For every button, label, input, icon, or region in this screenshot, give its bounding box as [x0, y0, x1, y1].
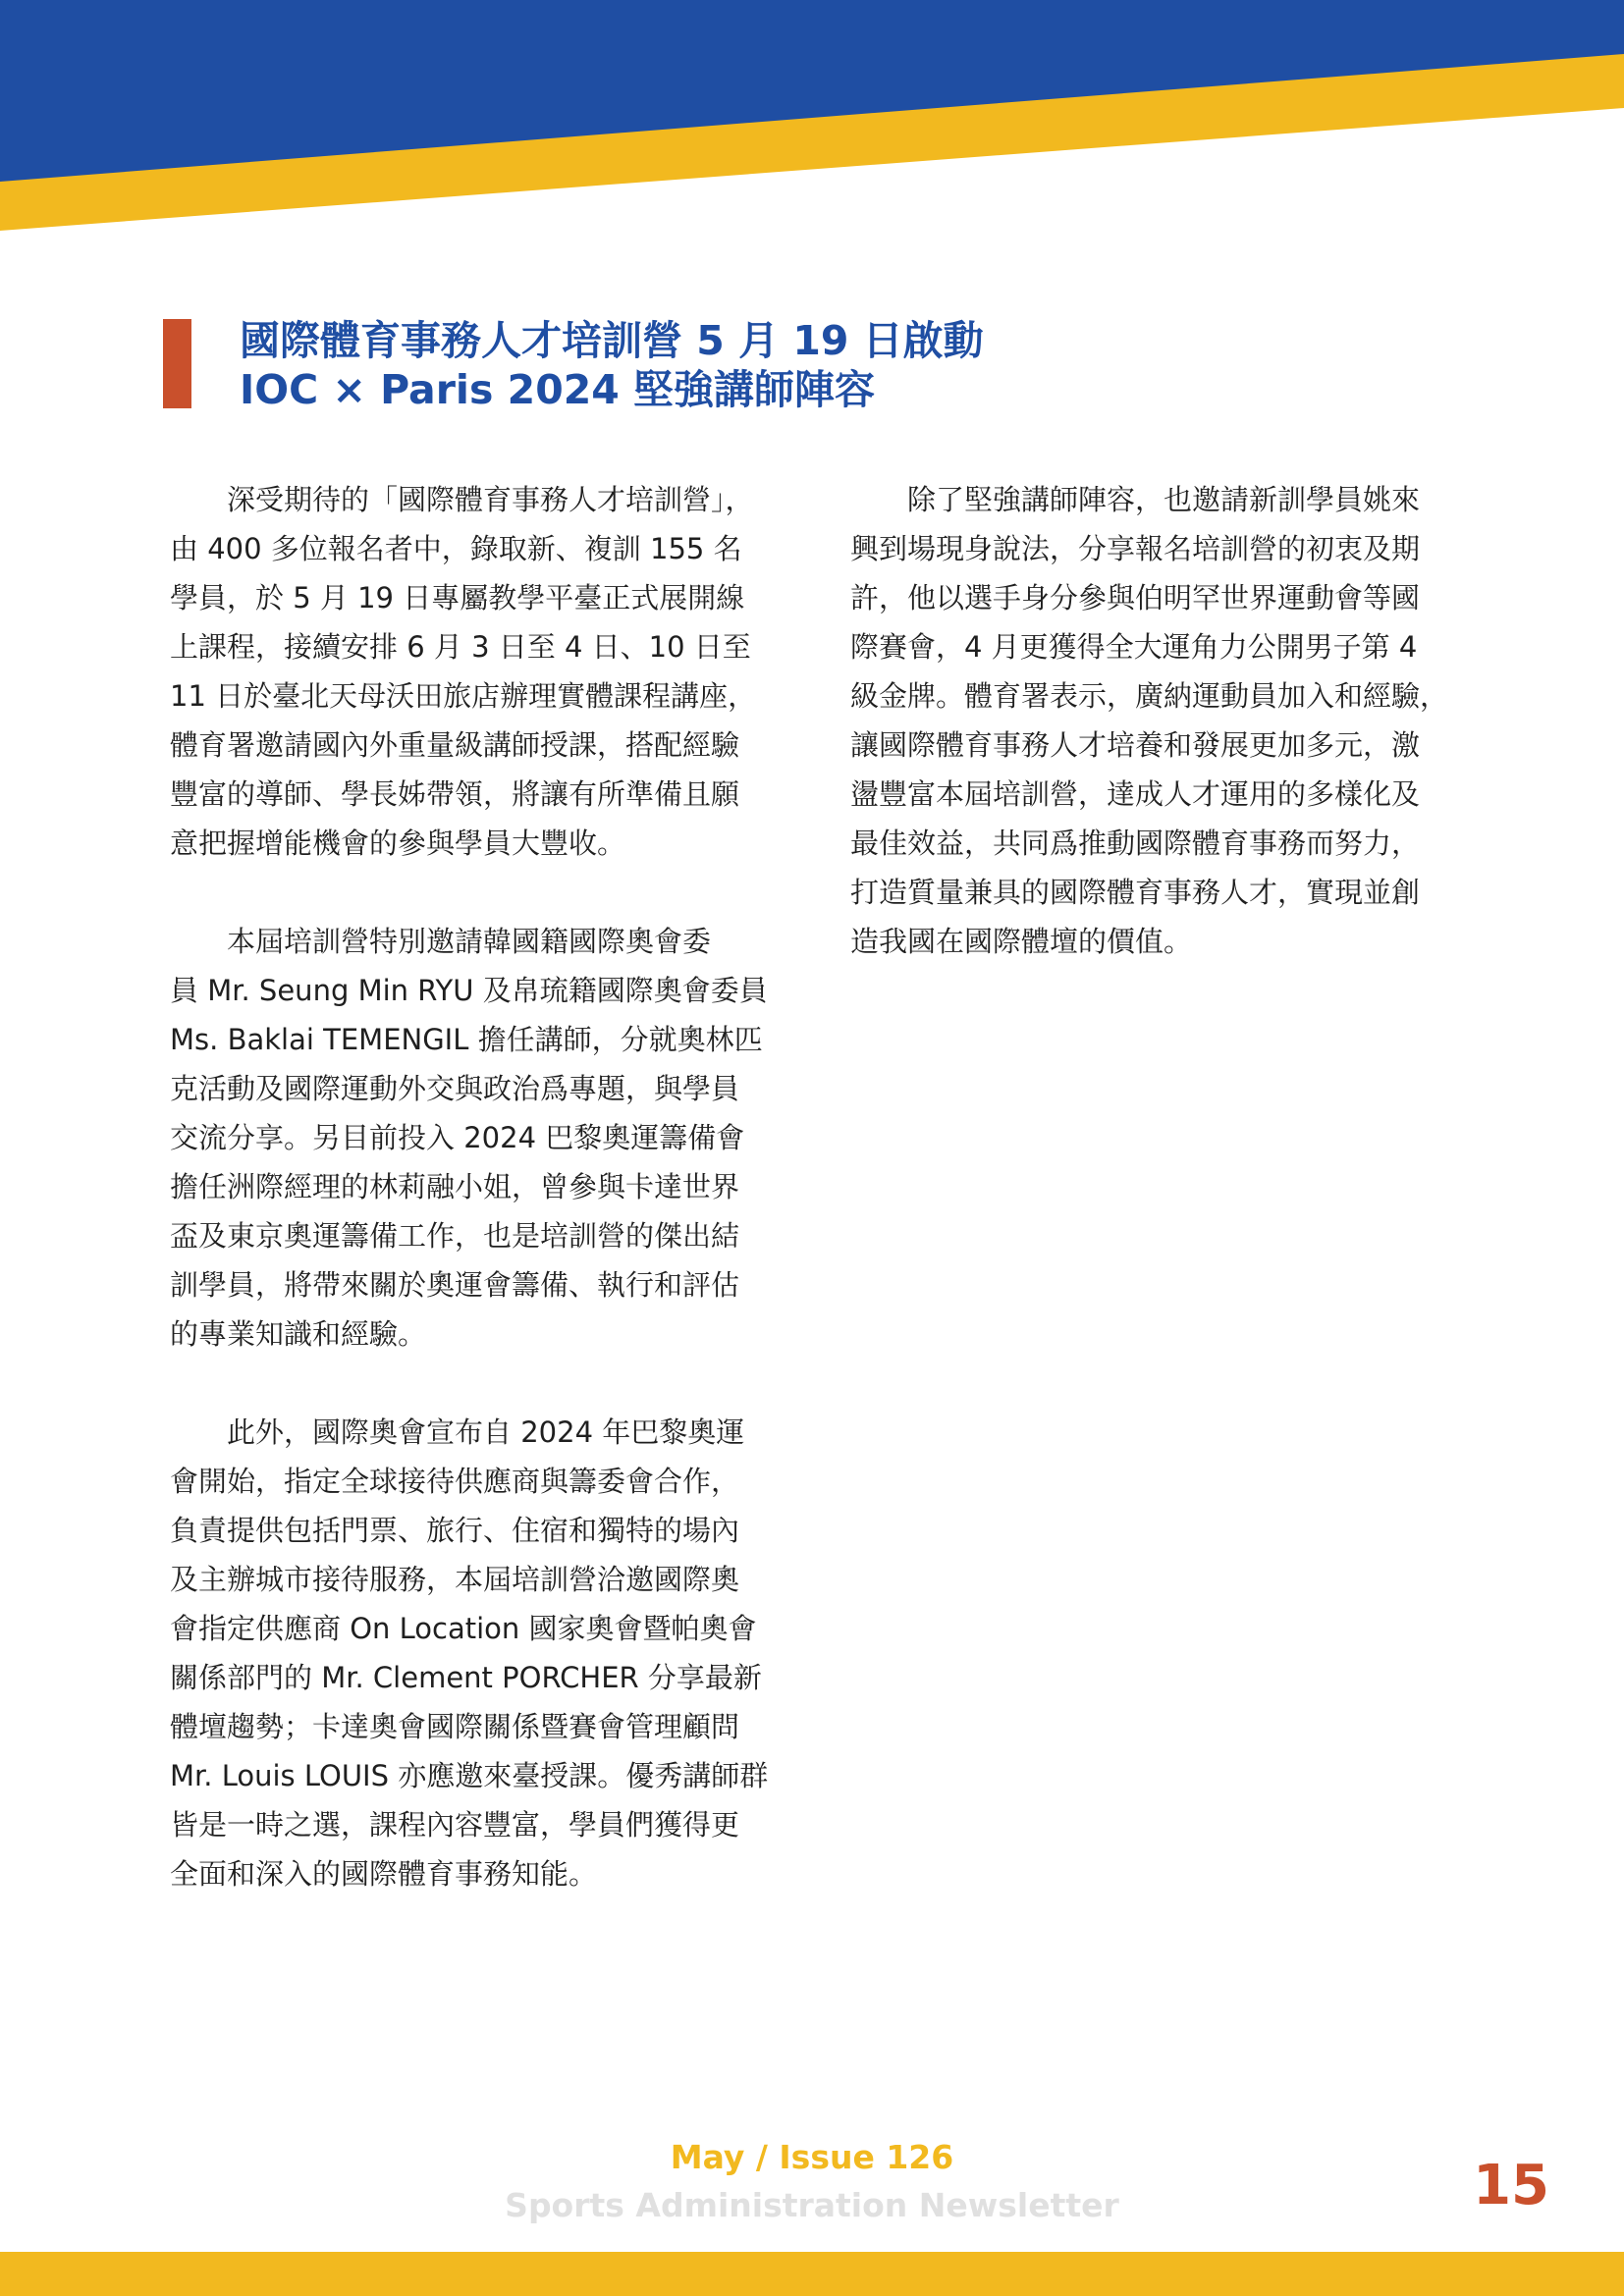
paragraph: [170, 1408, 779, 1898]
paragraph-line: 許，他以選手身分參與伯明罕世界運動會等國: [850, 581, 1421, 614]
paragraph: [170, 917, 779, 1359]
paragraph-line: 交流分享。另目前投入 2024 巴黎奧運籌備會: [170, 1121, 745, 1154]
paragraph: [170, 475, 779, 868]
paragraph-line: 體育署邀請國內外重量級講師授課，搭配經驗: [170, 728, 740, 762]
paragraph-gap: [170, 868, 779, 917]
paragraph-line: 興到場現身說法，分享報名培訓營的初衷及期: [850, 532, 1421, 565]
paragraph-line: 此外，國際奧會宣布自 2024 年巴黎奧運: [170, 1415, 745, 1449]
paragraph-line: 11 日於臺北天母沃田旅店辦理實體課程講座，: [170, 679, 757, 713]
paragraph-line: 由 400 多位報名者中，錄取新、複訓 155 名: [170, 532, 742, 565]
paragraph-gap: [170, 1359, 779, 1408]
paragraph-line: 意把握增能機會的參與學員大豐收。: [170, 827, 626, 860]
paragraph-line: 體壇趨勢；卡達奧會國際關係暨賽會管理顧問: [170, 1710, 740, 1743]
page-number: 15: [1473, 2154, 1549, 2217]
paragraph-line: 盃及東京奧運籌備工作，也是培訓營的傑出結: [170, 1219, 740, 1253]
footer-newsletter-title: Sports Administration Newsletter: [505, 2186, 1119, 2224]
paragraph-line: 學員，於 5 月 19 日專屬教學平臺正式展開線: [170, 581, 745, 614]
title-accent-bar: [163, 319, 191, 408]
paragraph-line: 及主辦城市接待服務，本屆培訓營洽邀國際奧: [170, 1563, 740, 1596]
paragraph-line: 全面和深入的國際體育事務知能。: [170, 1857, 598, 1891]
article-title-line-2: IOC × Paris 2024 堅強講師陣容: [240, 366, 876, 413]
paragraph-line: 擔任洲際經理的林莉融小姐，曾參與卡達世界: [170, 1170, 740, 1203]
paragraph-line: 本屆培訓營特別邀請韓國籍國際奧會委: [170, 925, 712, 958]
paragraph-line: 深受期待的「國際體育事務人才培訓營」，: [170, 483, 754, 516]
paragraph-line: 豐富的導師、學長姊帶領，將讓有所準備且願: [170, 777, 740, 811]
article-title-line-1: 國際體育事務人才培訓營 5 月 19 日啟動: [240, 317, 984, 364]
paragraph-line: Mr. Louis LOUIS 亦應邀來臺授課。優秀講師群: [170, 1759, 769, 1792]
footer-issue: May / Issue 126: [670, 2138, 954, 2176]
paragraph-line: 訓學員，將帶來關於奧運會籌備、執行和評估: [170, 1268, 740, 1302]
paragraph-line: 會開始，指定全球接待供應商與籌委會合作，: [170, 1465, 740, 1498]
header-banner: [0, 0, 1624, 236]
paragraph-line: 員 Mr. Seung Min RYU 及帛琉籍國際奧會委員: [170, 974, 768, 1007]
paragraph-line: 皆是一時之選，課程內容豐富，學員們獲得更: [170, 1808, 740, 1842]
paragraph-line: 會指定供應商 On Location 國家奧會暨帕奧會: [170, 1612, 757, 1645]
paragraph-line: 關係部門的 Mr. Clement PORCHER 分享最新: [170, 1661, 762, 1694]
paragraph: [850, 475, 1459, 966]
paragraph-line: Ms. Baklai TEMENGIL 擔任講師，分就奧林匹: [170, 1023, 763, 1056]
paragraph-line: 際賽會，4 月更獲得全大運角力公開男子第 4: [850, 630, 1418, 664]
paragraph-line: 克活動及國際運動外交與政治爲專題，與學員: [170, 1072, 740, 1105]
article-column-right: [850, 475, 1459, 966]
article-column-left: [170, 475, 779, 1898]
paragraph-line: 級金牌。體育署表示，廣納運動員加入和經驗，: [850, 679, 1449, 713]
paragraph-line: 的專業知識和經驗。: [170, 1317, 427, 1351]
paragraph-line: 造我國在國際體壇的價值。: [850, 925, 1193, 958]
paragraph-line: 打造質量兼具的國際體育事務人才，實現並創: [850, 876, 1421, 909]
paragraph-line: 上課程，接續安排 6 月 3 日至 4 日、10 日至: [170, 630, 751, 664]
paragraph-line: 除了堅強講師陣容，也邀請新訓學員姚來: [850, 483, 1421, 516]
paragraph-line: 負責提供包括門票、旅行、住宿和獨特的場內: [170, 1514, 740, 1547]
paragraph-line: 讓國際體育事務人才培養和發展更加多元，激: [850, 728, 1421, 762]
paragraph-line: 最佳效益，共同爲推動國際體育事務而努力，: [850, 827, 1421, 860]
footer-band: [0, 2252, 1624, 2296]
paragraph-line: 盪豐富本屆培訓營，達成人才運用的多樣化及: [850, 777, 1421, 811]
